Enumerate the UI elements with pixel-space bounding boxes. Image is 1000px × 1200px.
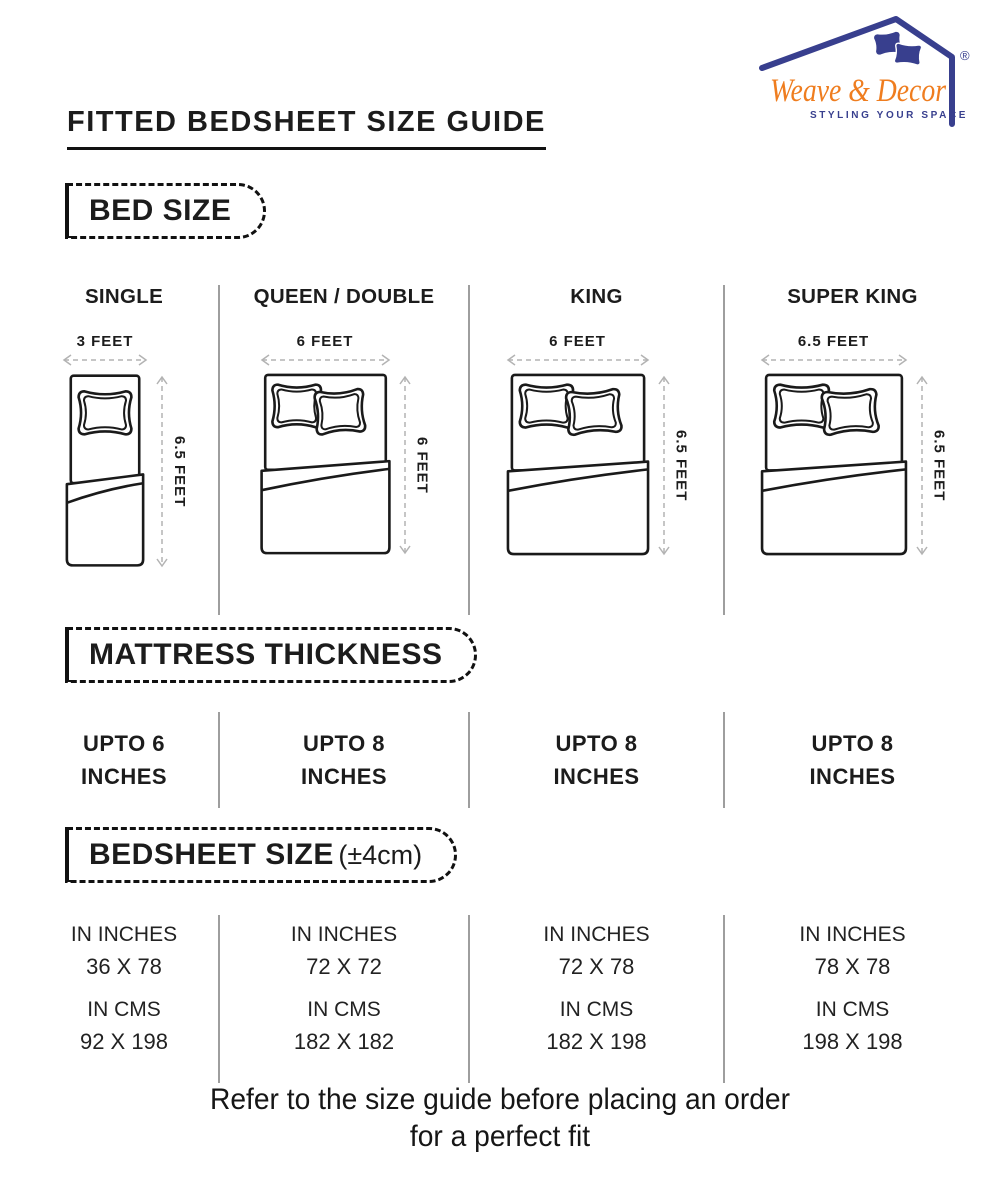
width-arrow-icon	[504, 352, 652, 368]
cms-value: 198 X 198	[802, 1029, 903, 1054]
bedsheet-tolerance: (±4cm)	[338, 840, 423, 870]
bedsheet-size-cell	[30, 915, 218, 1083]
cms-heading: IN CMS	[87, 998, 161, 1021]
bed-column-super-king	[723, 285, 980, 615]
double-bed-icon	[758, 373, 910, 558]
double-bed-icon	[258, 373, 393, 557]
length-arrow-icon	[154, 373, 170, 570]
bed-column-single	[30, 285, 218, 615]
pillow-icon	[875, 33, 922, 66]
thickness-value-line2: INCHES	[80, 764, 168, 789]
bedsheet-size-cell	[218, 915, 468, 1083]
length-arrow-group	[397, 373, 431, 557]
length-arrow-icon	[914, 373, 930, 558]
mattress-thickness-grid	[30, 712, 980, 808]
bed-type-label: SUPER KING	[787, 285, 918, 308]
mattress-thickness-cell	[468, 712, 723, 808]
width-dimension-label: 3 FEET	[76, 333, 134, 350]
width-dimension-label: 6 FEET	[549, 333, 606, 350]
page-title: FITTED BEDSHEET SIZE GUIDE	[67, 106, 546, 150]
inches-value: 72 X 78	[558, 954, 635, 979]
thickness-value-line2: INCHES	[300, 764, 388, 789]
width-arrow-icon	[60, 352, 150, 368]
footer-note	[30, 1082, 970, 1155]
bedsheet-size-cell	[723, 915, 980, 1083]
length-dimension-label: 6 FEET	[413, 436, 431, 494]
footer-line1: Refer to the size guide before placing an order	[209, 1083, 791, 1116]
double-bed-icon	[504, 373, 652, 558]
thickness-value-line1: UPTO 6	[82, 731, 166, 756]
length-dimension-label: 6.5 FEET	[171, 435, 188, 508]
inches-heading: IN INCHES	[70, 923, 178, 946]
width-dimension-label: 6 FEET	[296, 333, 354, 350]
bed-column-king	[468, 285, 723, 615]
bed-column-queen	[218, 285, 468, 615]
cms-value: 182 X 182	[293, 1029, 395, 1054]
inches-heading: IN INCHES	[799, 923, 906, 946]
bedsheet-size-heading-box	[65, 827, 457, 883]
length-dimension-label: 6.5 FEET	[672, 429, 690, 502]
bedsheet-size-grid	[30, 915, 980, 1083]
inches-value: 36 X 78	[86, 954, 162, 979]
width-arrow-icon	[758, 352, 910, 368]
thickness-value-line2: INCHES	[809, 764, 896, 789]
mattress-thickness-cell	[723, 712, 980, 808]
bed-size-grid	[30, 285, 980, 615]
inches-heading: IN INCHES	[290, 923, 398, 946]
thickness-value-line1: UPTO 8	[811, 731, 894, 756]
footer-line2: for a perfect fit	[409, 1119, 591, 1153]
house-roof-icon	[746, 10, 978, 130]
length-arrow-group	[914, 373, 948, 558]
mattress-thickness-cell	[30, 712, 218, 808]
thickness-value-line1: UPTO 8	[555, 731, 638, 756]
thickness-value-line2: INCHES	[553, 764, 640, 789]
bedsheet-size-cell	[468, 915, 723, 1083]
length-arrow-group	[154, 373, 188, 570]
thickness-value-line1: UPTO 8	[302, 731, 386, 756]
cms-heading: IN CMS	[559, 998, 634, 1021]
mattress-thickness-heading: MATTRESS THICKNESS	[89, 638, 443, 671]
length-dimension-label: 6.5 FEET	[930, 429, 948, 502]
width-arrow-icon	[258, 352, 393, 368]
bedsheet-size-heading: BEDSHEET SIZE	[89, 838, 334, 871]
single-bed-icon	[61, 373, 149, 570]
bed-size-heading: BED SIZE	[89, 194, 232, 227]
cms-heading: IN CMS	[815, 998, 890, 1021]
inches-value: 78 X 78	[814, 954, 891, 979]
width-dimension-label: 6.5 FEET	[797, 333, 870, 350]
length-arrow-icon	[656, 373, 672, 558]
inches-value: 72 X 72	[306, 954, 382, 979]
mattress-thickness-cell	[218, 712, 468, 808]
length-arrow-group	[656, 373, 690, 558]
bed-size-heading-box	[65, 183, 266, 239]
brand-logo	[746, 10, 978, 130]
mattress-thickness-heading-box	[65, 627, 477, 683]
cms-value: 182 X 198	[546, 1029, 647, 1054]
cms-value: 92 X 198	[79, 1029, 169, 1054]
bed-type-label: SINGLE	[84, 285, 164, 308]
brand-name: Weave & Decor	[770, 73, 947, 109]
bed-type-label: QUEEN / DOUBLE	[253, 285, 435, 308]
registered-mark: ®	[960, 48, 970, 63]
bed-type-label: KING	[570, 285, 623, 308]
length-arrow-icon	[397, 373, 413, 557]
inches-heading: IN INCHES	[543, 923, 650, 946]
cms-heading: IN CMS	[307, 998, 381, 1021]
brand-tagline: STYLING YOUR SPACE	[809, 110, 969, 121]
